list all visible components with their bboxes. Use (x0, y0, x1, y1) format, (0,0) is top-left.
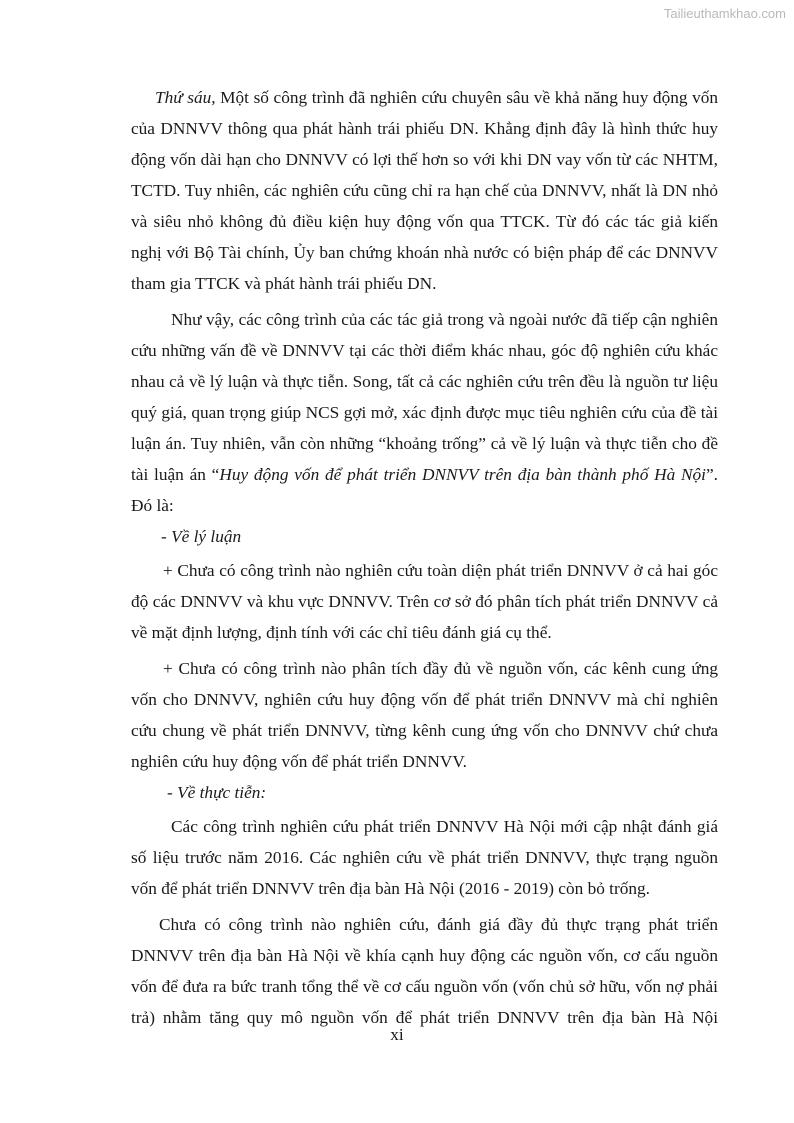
paragraph-theory-1: + Chưa có công trình nào nghiên cứu toàn diện phát triển DNNVV ở cả hai góc độ các DNNVV và khu vực DNNVV. Trên cơ sở đó phân tích phát triển DNNVV cả về mặt định lượng, định tính với các chỉ tiêu đánh giá cụ thể. (131, 561, 718, 642)
paragraph-theory-2: + Chưa có công trình nào phân tích đầy đủ về nguồn vốn, các kênh cung ứng vốn cho DNNVV, nghiên cứu huy động vốn để phát triển DNNVV mà chỉ nghiên cứu chung về phát triển DNNVV, từng kênh cung ứng vốn cho DNNVV chứ chưa nghiên cứu huy động vốn để phát triển DNNVV. (131, 659, 718, 771)
paragraph-nhu-vay (131, 304, 718, 521)
paragraph-thu-sau (131, 82, 718, 299)
page-body (131, 82, 718, 1033)
heading-practice: - Về thực tiễn: (167, 783, 267, 802)
paragraph-practice-2: Chưa có công trình nào nghiên cứu, đánh giá đầy đủ thực trạng phát triển DNNVV trên địa bàn Hà Nội về khía cạnh huy động các nguồn vốn, cơ cấu nguồn vốn để đưa ra bức tranh tổng thể về cơ cấu nguồn vốn (vốn chủ sở hữu, vốn nợ phải trả) nhằm tăng quy mô nguồn vốn để phát triển DNNVV trên địa bàn Hà Nội (131, 915, 718, 1027)
watermark: Tailieuthamkhao.com (663, 6, 786, 21)
paragraph-text: Một số công trình đã nghiên cứu chuyên sâu về khả năng huy động vốn của DNNVV thông qua phát hành trái phiếu DN. Khẳng định đây là hình thức huy động vốn dài hạn cho DNNVV có lợi thế hơn so với khi DN vay vốn từ các NHTM, TCTD. Tuy nhiên, các nghiên cứu cũng chỉ ra hạn chế của DNNVV, nhất là DN nhỏ và siêu nhỏ không đủ điều kiện huy động vốn qua TTCK. Từ đó các tác giả kiến nghị với Bộ Tài chính, Ủy ban chứng khoán nhà nước có biện pháp để các DNNVV tham gia TTCK và phát hành trái phiếu DN. (131, 88, 718, 293)
paragraph-practice-1: Các công trình nghiên cứu phát triển DNNVV Hà Nội mới cập nhật đánh giá số liệu trước năm 2016. Các nghiên cứu về phát triển DNNVV, thực trạng nguồn vốn để phát triển DNNVV trên địa bàn Hà Nội (2016 - 2019) còn bỏ trống. (131, 817, 718, 898)
paragraph-text: Như vậy, các công trình của các tác giả trong và ngoài nước đã tiếp cận nghiên cứu những vấn đề về DNNVV tại các thời điểm khác nhau, góc độ nghiên cứu khác nhau cả về lý luận và thực tiễn. Song, tất cả các nghiên cứu trên đều là nguồn tư liệu quý giá, quan trọng giúp NCS gợi mở, xác định được mục tiêu nghiên cứu của đề tài luận án. Tuy nhiên, vẫn còn những “khoảng trống” cả về lý luận và thực tiễn cho đề tài luận án “ (131, 310, 718, 484)
paragraph-text-end: ”. Đó là: (131, 465, 718, 515)
thesis-title: Huy động vốn để phát triển DNNVV trên địa bàn thành phố Hà Nội (219, 465, 706, 484)
page-number: xi (390, 1025, 404, 1044)
paragraph-lead: Thứ sáu, (155, 88, 216, 107)
heading-theory: - Về lý luận (161, 527, 242, 546)
